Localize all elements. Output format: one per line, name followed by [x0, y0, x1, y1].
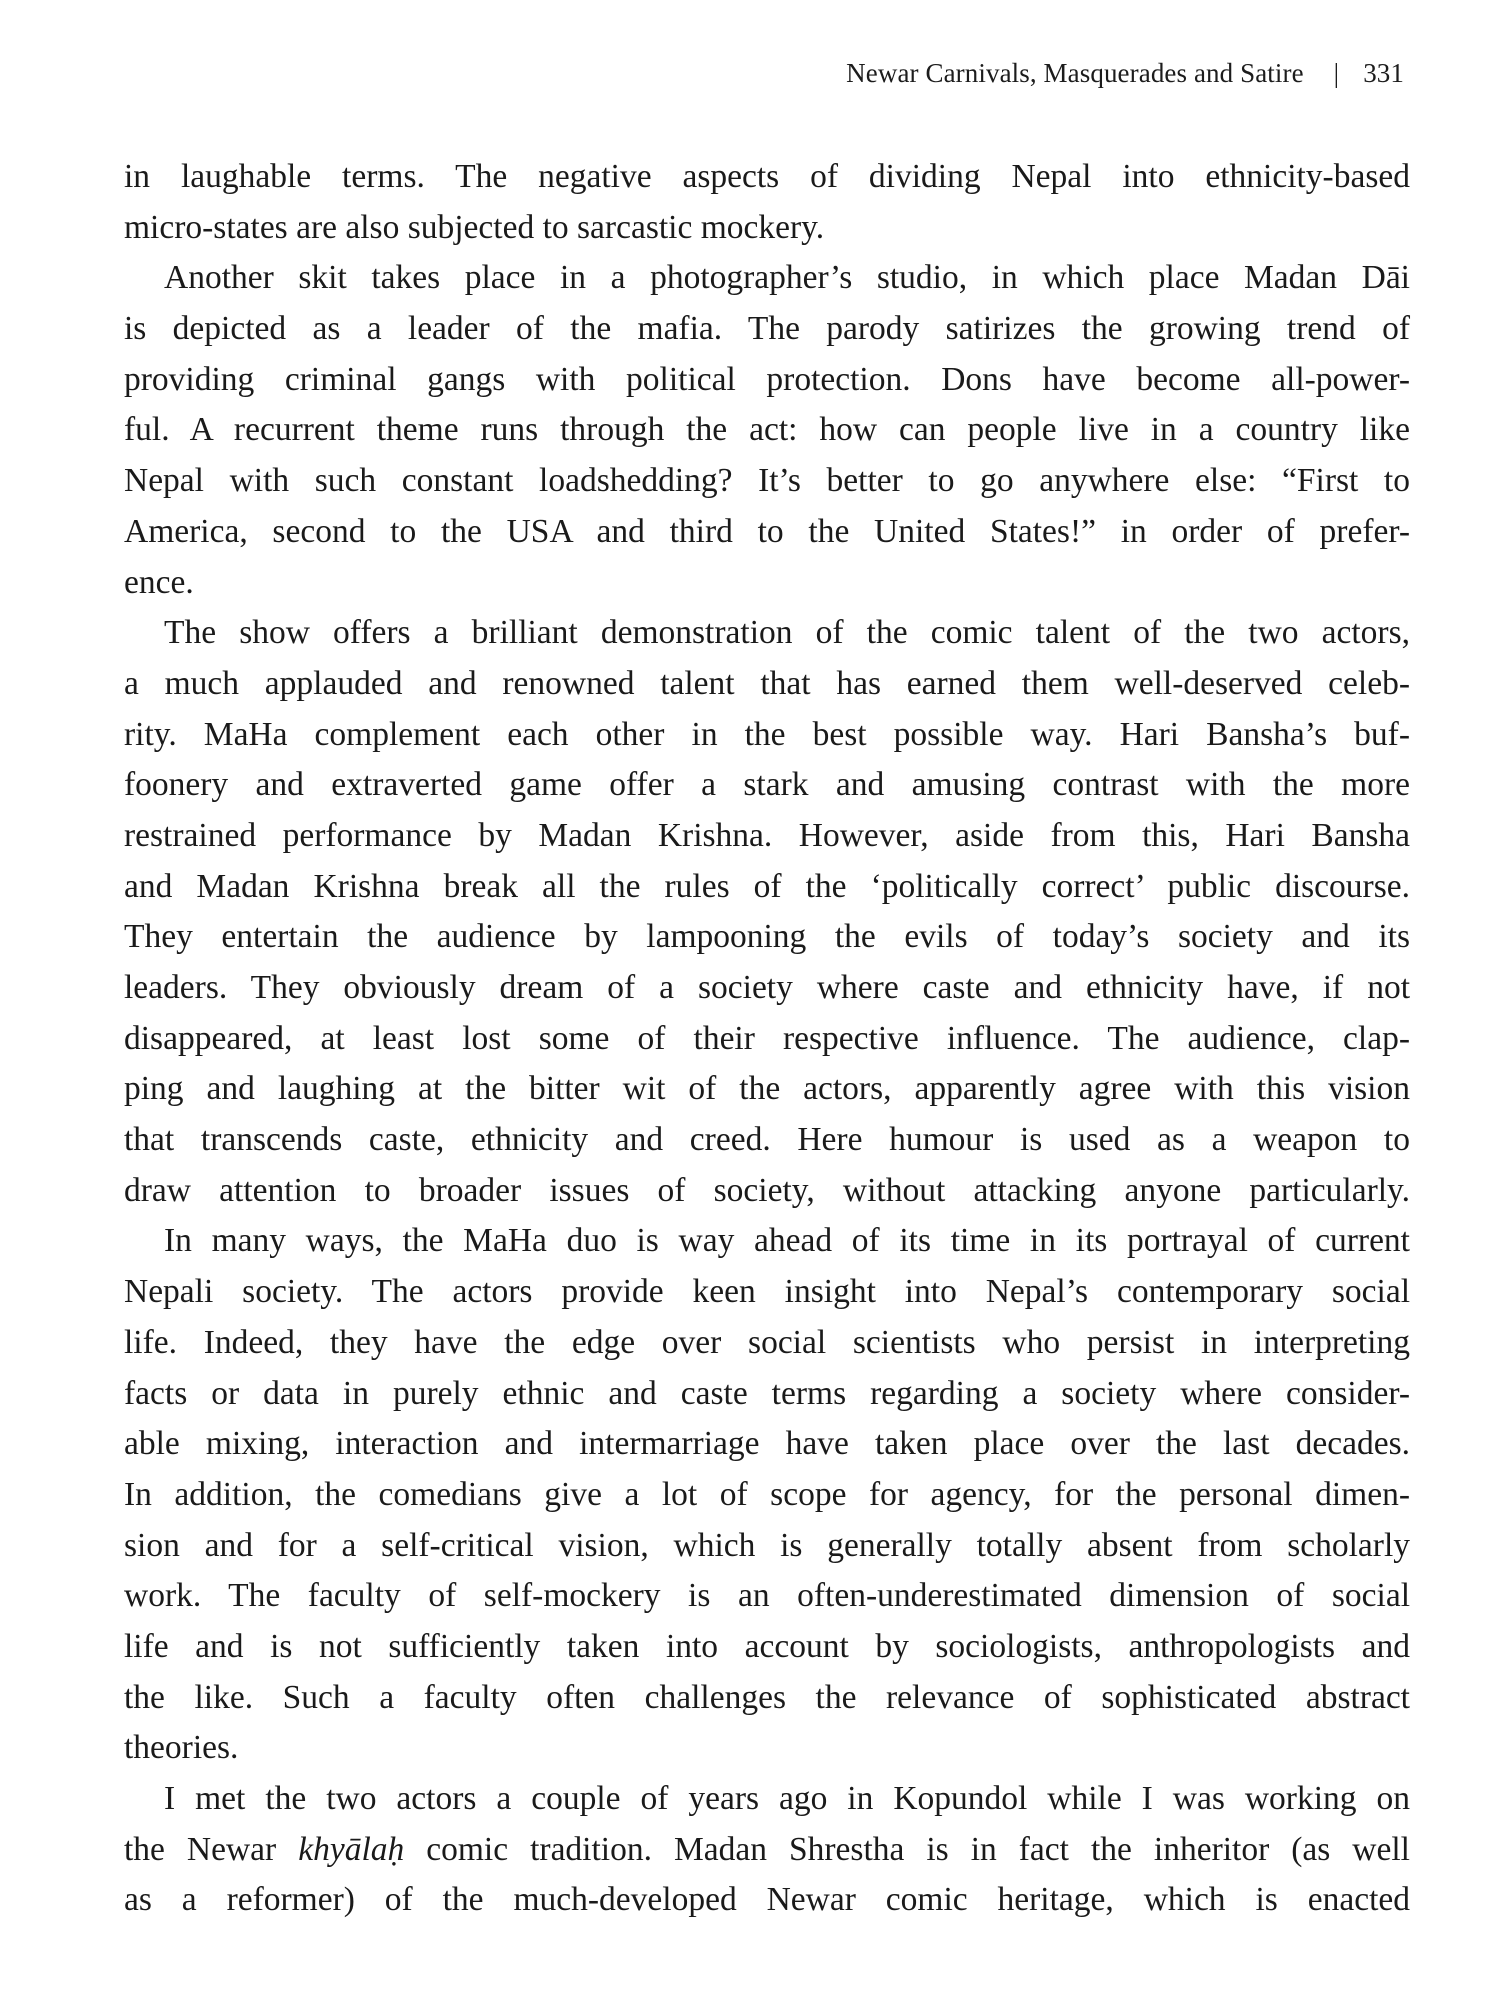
text-line: foonery and extraverted game offer a stark and amusing contrast with the more: [124, 766, 1410, 804]
text-line: restrained performance by Madan Krishna. However, aside from this, Hari Bansha: [124, 816, 1410, 854]
text-line: sion and for a self-critical vision, which is generally totally absent from scholarly: [124, 1526, 1410, 1564]
text-line: able mixing, interaction and intermarriage have taken place over the last decades.: [124, 1425, 1410, 1463]
italic-term: khyālaḥ: [298, 1830, 405, 1868]
page-number: 331: [1363, 58, 1404, 88]
running-header: [846, 58, 1404, 89]
text-line: ful. A recurrent theme runs through the act: how can people live in a country like: [124, 411, 1410, 449]
text-line: Nepali society. The actors provide keen insight into Nepal’s contemporary social: [124, 1273, 1410, 1311]
text-line: I met the two actors a couple of years ago in Kopundol while I was working on: [164, 1780, 1410, 1817]
text-line: Nepal with such constant loadshedding? It’s better to go anywhere else: “First to: [124, 462, 1410, 500]
text-line: is depicted as a leader of the mafia. The parody satirizes the growing trend of: [124, 310, 1410, 348]
text-line: In addition, the comedians give a lot of scope for agency, for the personal dimen-: [124, 1475, 1410, 1513]
text-line: life and is not sufficiently taken into account by sociologists, anthropologists and: [124, 1627, 1410, 1665]
text-line: and Madan Krishna break all the rules of the ‘politically correct’ public discourse.: [124, 867, 1410, 905]
text-line: In many ways, the MaHa duo is way ahead of its time in its portrayal of current: [164, 1222, 1410, 1260]
text-line: rity. MaHa complement each other in the best possible way. Hari Bansha’s buf-: [124, 715, 1410, 753]
text-line: ence.: [124, 563, 194, 601]
line-text-before: the Newar: [124, 1830, 299, 1868]
text-line: leaders. They obviously dream of a society where caste and ethnicity have, if not: [124, 969, 1410, 1006]
text-line: life. Indeed, they have the edge over social scientists who persist in interpreting: [124, 1323, 1410, 1361]
text-line: that transcends caste, ethnicity and creed. Here humour is used as a weapon to: [124, 1121, 1410, 1159]
text-line: They entertain the audience by lampooning the evils of today’s society and its: [124, 918, 1410, 956]
text-line: The show offers a brilliant demonstration of the comic talent of the two actors,: [164, 614, 1410, 652]
page-body: [124, 152, 1410, 1926]
text-line: the like. Such a faculty often challenges the relevance of sophisticated abstract: [124, 1678, 1410, 1716]
text-line: a much applauded and renowned talent that has earned them well-deserved celeb-: [124, 664, 1410, 702]
text-line: providing criminal gangs with political protection. Dons have become all-power-: [124, 360, 1410, 398]
text-line: theories.: [124, 1729, 239, 1767]
text-line: draw attention to broader issues of society, without attacking anyone particularly.: [124, 1171, 1410, 1209]
text-line: as a reformer) of the much-developed Newar comic heritage, which is enacted: [124, 1881, 1410, 1919]
header-separator: |: [1333, 58, 1340, 88]
text-line: in laughable terms. The negative aspects of dividing Nepal into ethnicity-based: [124, 158, 1410, 195]
text-line: work. The faculty of self-mockery is an often-underestimated dimension of social: [124, 1577, 1410, 1615]
text-line: facts or data in purely ethnic and caste terms regarding a society where consider-: [124, 1374, 1410, 1412]
text-line: [124, 1825, 1410, 1876]
text-line: Another skit takes place in a photographer’s studio, in which place Madan Dāi: [164, 259, 1410, 297]
text-line: America, second to the USA and third to the United States!” in order of prefer-: [124, 512, 1410, 550]
running-title: Newar Carnivals, Masquerades and Satire: [846, 58, 1304, 88]
text-line: disappeared, at least lost some of their respective influence. The audience, clap-: [124, 1019, 1410, 1057]
text-line: ping and laughing at the bitter wit of the actors, apparently agree with this vision: [124, 1070, 1410, 1108]
text-line: micro-states are also subjected to sarcastic mockery.: [124, 208, 825, 246]
line-text-after: comic tradition. Madan Shrestha is in fact the inheritor (as well: [404, 1830, 1410, 1868]
